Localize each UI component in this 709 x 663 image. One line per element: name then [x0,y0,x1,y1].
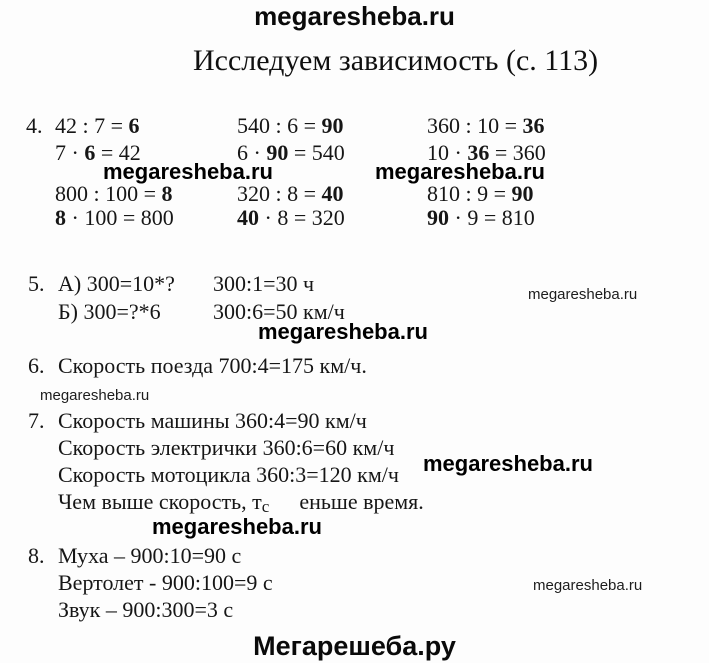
expr-answer: 300:6=50 км/ч [213,299,345,324]
eq-post: · 100 = 800 [66,205,174,230]
eq-post: = 42 [95,140,141,165]
eq-post: = 360 [489,140,546,165]
eq-answer: 6 [84,140,96,165]
eq-pre: 320 : 8 = [237,181,322,206]
eq-post: · 8 = 320 [259,205,345,230]
equation-line [427,205,535,230]
page-title: Исследуем зависимость (с. 113) [193,44,599,77]
problem-5-number: 5. [28,271,45,296]
sentence-part: Чем выше скорость, т [58,489,262,514]
watermark-bold: megaresheba.ru [258,319,428,344]
problem-7-line: Скорость машины 360:4=90 км/ч [58,408,367,433]
watermark-bold: megaresheba.ru [423,451,593,476]
problem-6-text: Скорость поезда 700:4=175 км/ч. [58,353,367,378]
problem-4-number: 4. [26,113,43,138]
eq-answer: 8 [55,205,66,230]
problem-8-line: Звук – 900:300=3 с [58,597,234,622]
problem-7-number: 7. [28,408,45,433]
footer-brand: Мегарешеба.ру [253,631,456,661]
problem-6-number: 6. [28,353,45,378]
problem-8-line: Вертолет - 900:100=9 с [58,570,273,595]
watermark-bold: megaresheba.ru [152,514,322,539]
eq-answer: 40 [321,181,344,206]
eq-answer: 40 [237,205,259,230]
eq-answer: 6 [128,113,140,138]
equation-line [55,205,174,230]
watermark-small: megaresheba.ru [528,286,638,303]
eq-pre: 360 : 10 = [427,113,523,138]
eq-pre: 42 : 7 = [55,113,129,138]
watermark-bold: megaresheba.ru [103,159,273,184]
eq-answer: 90 [427,205,449,230]
sentence-part: еньше время. [299,489,424,514]
eq-answer: 90 [266,140,289,165]
eq-pre: 10 · [427,140,468,165]
eq-post: · 9 = 810 [449,205,535,230]
equation-line [237,205,345,230]
eq-pre: 6 · [237,140,267,165]
expr-label: А) 300=10*? [58,271,175,296]
eq-answer: 90 [511,181,534,206]
watermark-small: megaresheba.ru [40,387,150,404]
sentence-part: с [261,497,270,516]
eq-answer: 90 [321,113,344,138]
problem-8-line: Муха – 900:10=90 с [58,543,242,568]
equation-line [55,113,140,138]
watermark-bold: megaresheba.ru [375,159,545,184]
equation-line [237,113,344,138]
watermark-top: megaresheba.ru [254,1,455,31]
expr-answer: 300:1=30 ч [213,271,315,296]
eq-pre: 540 : 6 = [237,113,322,138]
problem-7-line: Скорость электрички 360:6=60 км/ч [58,435,395,460]
expr-label: Б) 300=?*6 [58,299,161,324]
problem-8-number: 8. [28,543,45,568]
eq-answer: 36 [522,113,545,138]
equation-line [427,113,545,138]
eq-pre: 810 : 9 = [427,181,512,206]
eq-answer: 8 [161,181,173,206]
watermark-small: megaresheba.ru [533,577,643,594]
problem-5-line-a [58,271,488,297]
eq-pre: 800 : 100 = [55,181,162,206]
eq-answer: 36 [467,140,490,165]
eq-pre: 7 · [55,140,85,165]
problem-7-line: Скорость мотоцикла 360:3=120 км/ч [58,462,399,487]
eq-post: = 540 [288,140,345,165]
